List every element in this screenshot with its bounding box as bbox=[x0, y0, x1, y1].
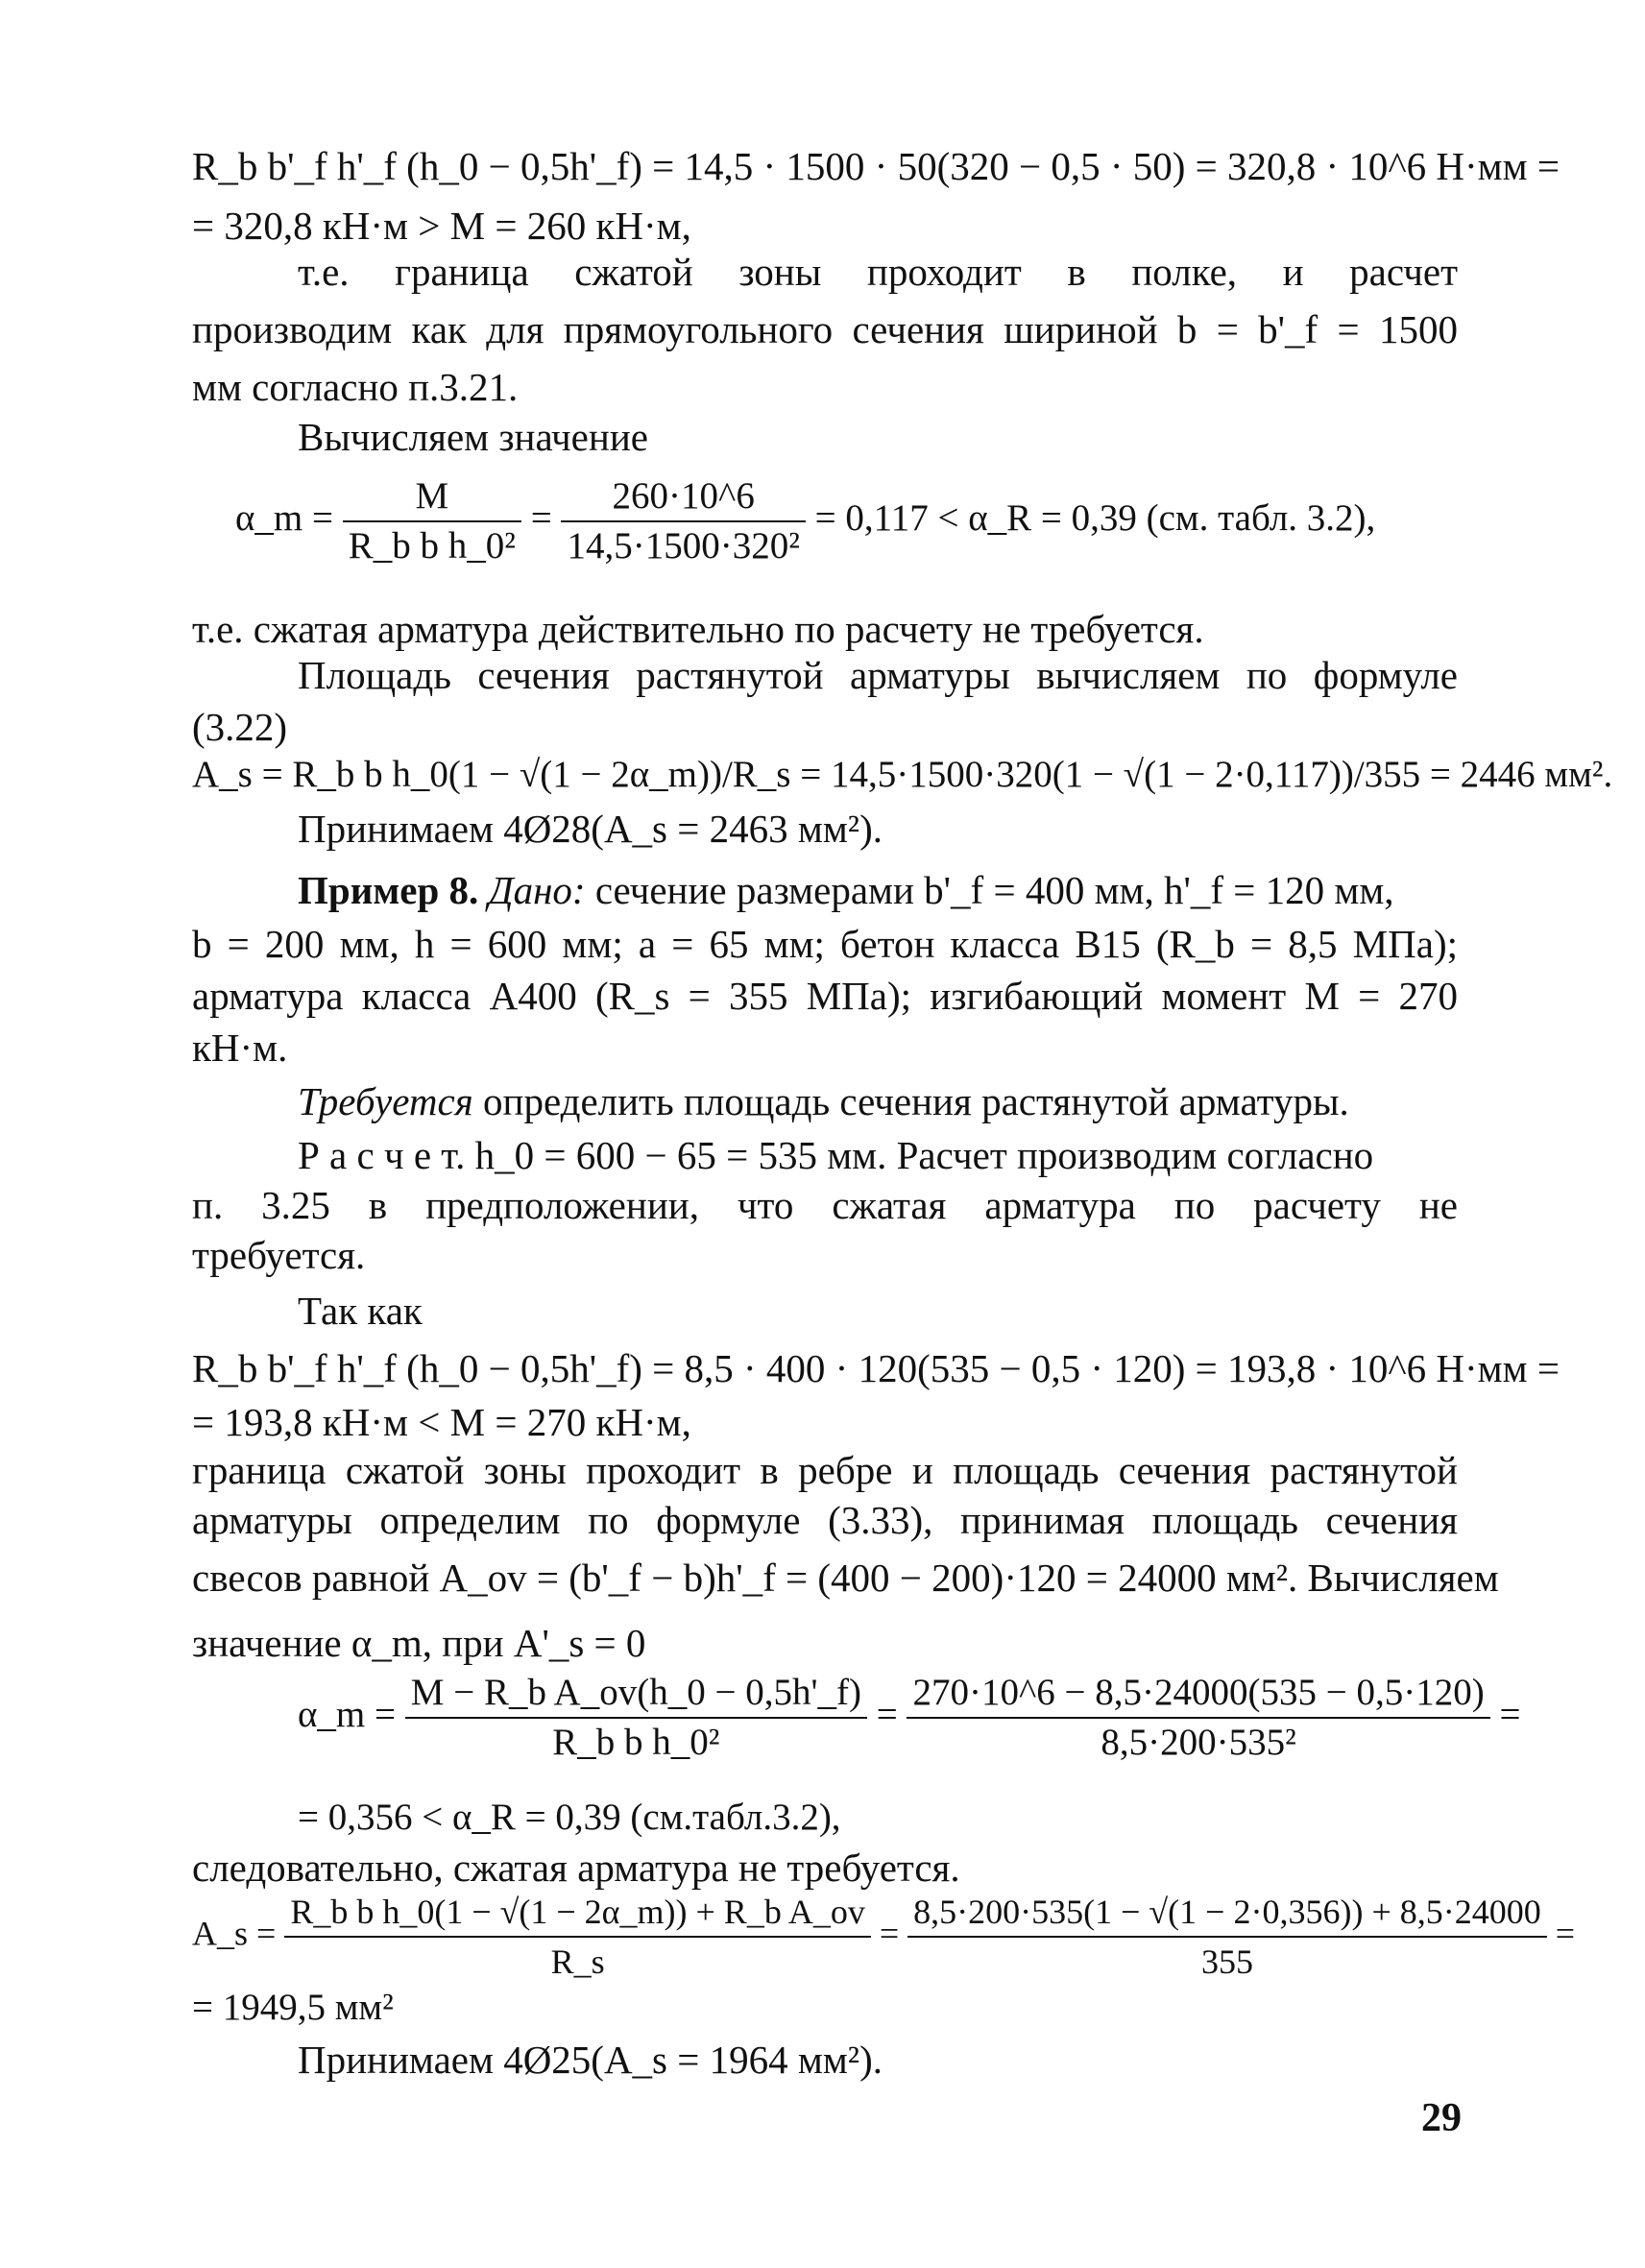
formula-as: A_s = R_b b h_0(1 − √(1 − 2α_m))/R_s = 14,5·1500·320(1 − √(1 − 2·0,117))/355 = 2446 мм². bbox=[192, 754, 1613, 795]
text-line: = 320,8 кН·м > M = 260 кН·м, bbox=[192, 204, 691, 248]
text-line: т.е. сжатая арматура действительно по расчету не требуется. bbox=[192, 607, 1204, 651]
text-line: Принимаем 4Ø28(A_s = 2463 мм²). bbox=[298, 807, 883, 851]
text-line: арматуры определим по формуле (3.33), принимая площадь сечения bbox=[192, 1498, 1458, 1542]
text-line: b = 200 мм, h = 600 мм; a = 65 мм; бетон класса В15 (R_b = 8,5 МПа); bbox=[192, 922, 1458, 966]
text-line: значение α_m, при A'_s = 0 bbox=[192, 1621, 646, 1665]
text-line: требуется. bbox=[192, 1233, 366, 1277]
formula-alpha-m: α_m = $\frac{M}{\text{R\_b b h\_0²}}$ = $\frac{260\cdot 10\^{}6}{\text{14,5·1500·320²}}$ = 0,117 < α_R = 0,39 (см. табл. 3.2), bbox=[235, 475, 1376, 567]
text-line: мм согласно п.3.21. bbox=[192, 365, 519, 409]
calc-line: Р а с ч е т. h_0 = 600 − 65 = 535 мм. Расчет производим согласно bbox=[298, 1133, 1374, 1177]
text-line: Так как bbox=[298, 1289, 423, 1333]
text-line: производим как для прямоугольного сечения шириной b = b'_f = 1500 bbox=[192, 307, 1458, 351]
text-line: = 193,8 кН·м < M = 270 кН·м, bbox=[192, 1400, 691, 1444]
text-line: арматура класса А400 (R_s = 355 МПа); изгибающий момент M = 270 bbox=[192, 974, 1458, 1018]
text-line: т.е. граница сжатой зоны проходит в полке, и расчет bbox=[298, 250, 1458, 294]
page-number: 29 bbox=[1421, 2096, 1462, 2140]
requirement-line: Требуется определить площадь сечения растянутой арматуры. bbox=[298, 1079, 1349, 1123]
text-line: Принимаем 4Ø25(A_s = 1964 мм²). bbox=[298, 2038, 883, 2082]
formula-result: = 1949,5 мм² bbox=[192, 1987, 394, 2028]
text-line: R_b b'_f h'_f (h_0 − 0,5h'_f) = 14,5 · 1500 · 50(320 − 0,5 · 50) = 320,8 · 10^6 Н·мм = bbox=[192, 144, 1560, 188]
text-line: граница сжатой зоны проходит в ребре и площадь сечения растянутой bbox=[192, 1448, 1458, 1492]
text-line: Вычисляем значение bbox=[298, 415, 648, 459]
text-line: следовательно, сжатая арматура не требуется. bbox=[192, 1846, 960, 1890]
example-8-heading: Пример 8. Дано: сечение размерами b'_f = 400 мм, h'_f = 120 мм, bbox=[298, 868, 1394, 912]
text-line: свесов равной A_ov = (b'_f − b)h'_f = (400 − 200)·120 = 24000 мм². Вычисляем bbox=[192, 1556, 1499, 1600]
formula-alpha-m-2: α_m = $\frac{\text{M − R\_b A\_ov(h\_0 − 0,5h'\_f)}}{\text{R\_b b h\_0²}}$ = $\frac{270\cdot 10\^{}6 - 8,5\cdot 24000(535 - 0,5\cdot 120)}{\text{8,5·200·535²}}$ = bbox=[298, 1672, 1521, 1763]
text-line: Площадь сечения растянутой арматуры вычисляем по формуле bbox=[298, 653, 1458, 697]
formula-as-2: A_s = $\frac{\text{R\_b b h\_0(1 − √(1 − 2α\_m)) + R\_b A\_ov}}{R\_s}$ = $\frac{8,5\cdot 200\cdot 535(1 - √(1 - 2\cdot 0,356)) + 8,5\cdot 24000}{355}$ = bbox=[192, 1890, 1575, 1984]
text-line: (3.22) bbox=[192, 705, 288, 749]
text-line: п. 3.25 в предположении, что сжатая арматура по расчету не bbox=[192, 1183, 1458, 1227]
formula-result: = 0,356 < α_R = 0,39 (см.табл.3.2), bbox=[298, 1797, 841, 1838]
text-line: R_b b'_f h'_f (h_0 − 0,5h'_f) = 8,5 · 400 · 120(535 − 0,5 · 120) = 193,8 · 10^6 Н·мм = bbox=[192, 1346, 1560, 1390]
text-line: кН·м. bbox=[192, 1025, 288, 1070]
